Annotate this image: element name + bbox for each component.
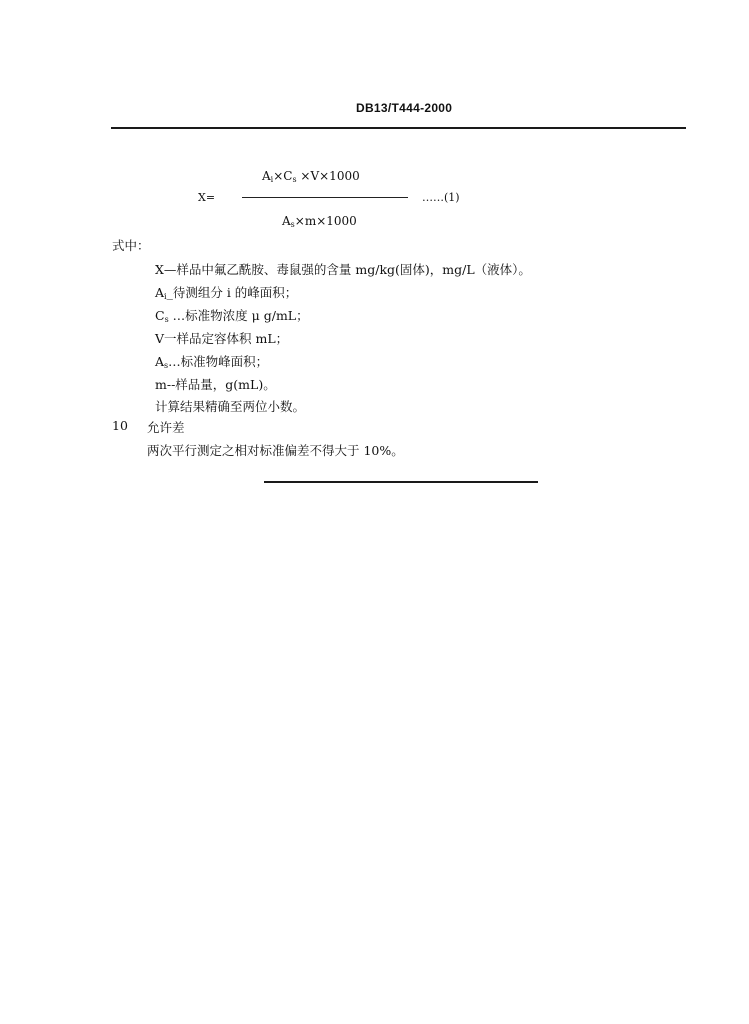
definition-x: X—样品中氟乙酰胺、毒鼠强的含量 mg/kg(固体)，mg/L（液体）。 [155,262,531,277]
equation-number: ……(1) [422,191,460,204]
definition-ai: $A_i\_$待测组分 i 的峰面积； [155,285,298,301]
definition-cs: $C_s$ …标准物浓度 μ g/mL； [155,308,309,324]
definition-v: V一样品定容体积 mL； [155,331,289,346]
standard-code: DB13/T444-2000 [356,101,453,115]
formula-denominator: $A_s\times m\times 1000$ [282,214,357,229]
definition-as: $A_s\dots$标准物峰面积； [155,354,269,370]
precision-note: 计算结果精确至两位小数。 [155,399,306,414]
where-label: 式中： [112,238,150,253]
section-body: 两次平行测定之相对标准偏差不得大于 10%。 [147,443,404,458]
end-rule [264,481,538,483]
section-title: 允许差 [147,420,185,435]
fraction-bar [242,197,408,198]
section-number: 10 [112,418,128,433]
header-rule [111,127,686,129]
formula-numerator: $A_i\times C_s \times V\times 1000$ [262,169,360,184]
definition-m: m--样品量，g(mL)。 [155,377,276,392]
formula-lhs: X= [198,191,216,204]
